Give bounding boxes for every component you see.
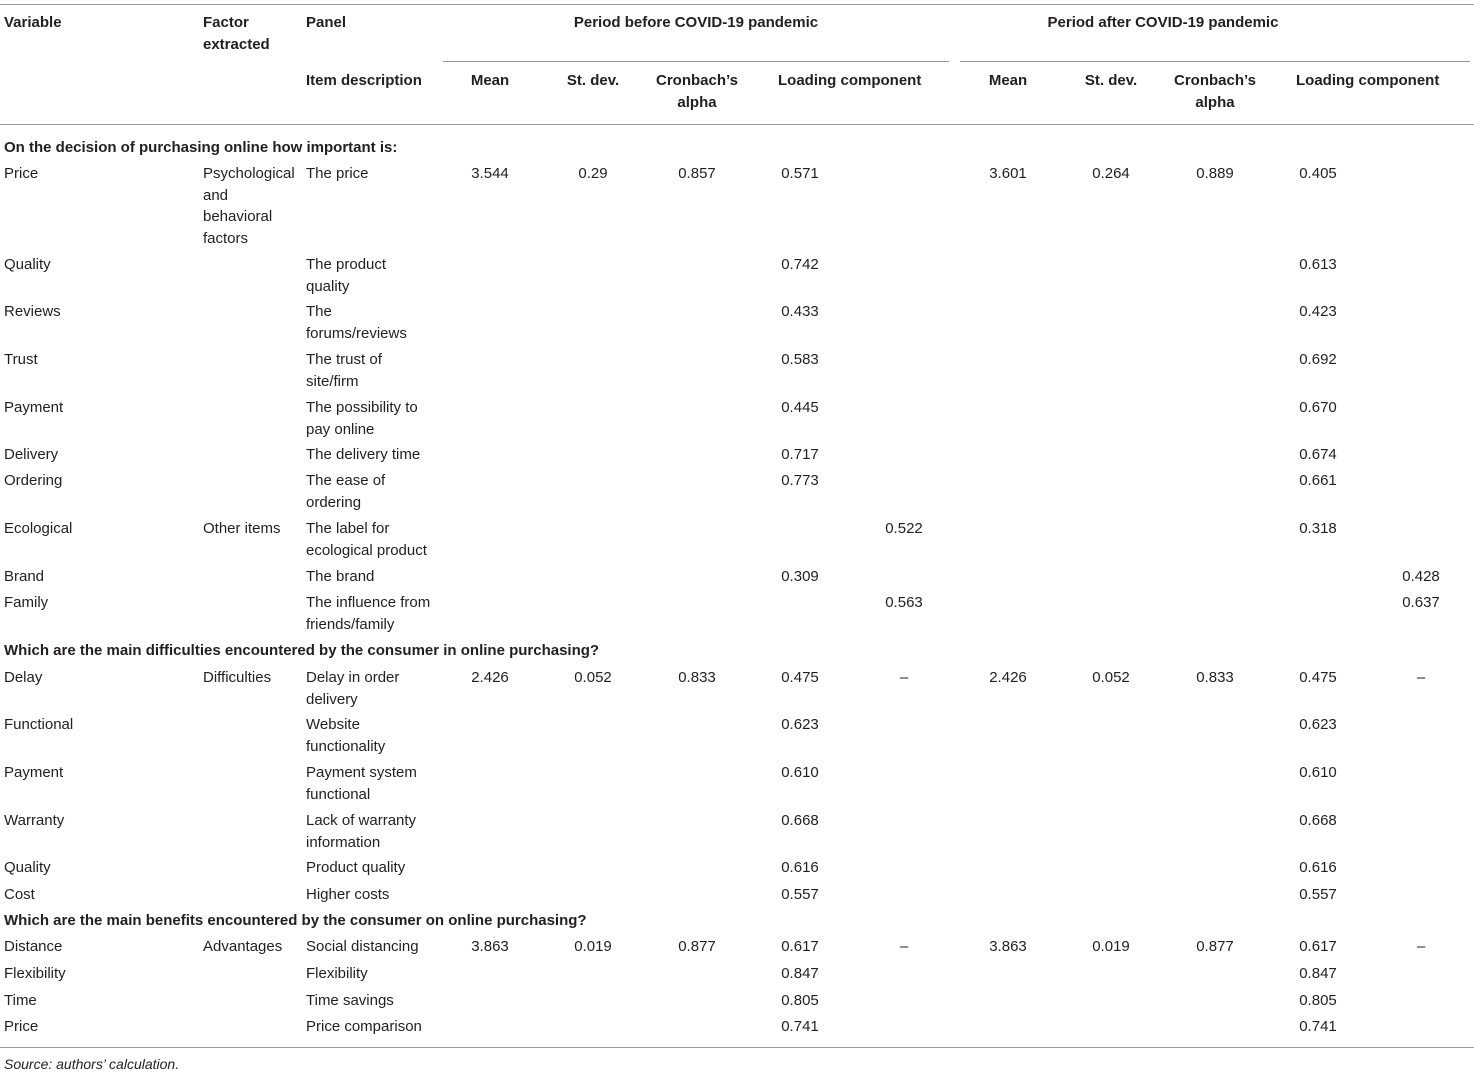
- section-title: Which are the main difficulties encountered by the consumer in online purchasing?: [4, 642, 600, 659]
- before-load2-cell: –: [899, 669, 909, 686]
- before-period-rule: [443, 61, 949, 62]
- after-mean-cell: 3.601: [989, 165, 1027, 182]
- table-bottom-rule: [0, 1047, 1474, 1048]
- before-load1-cell: 0.668: [781, 812, 819, 829]
- before-load1-cell: 0.617: [781, 938, 819, 955]
- item-description-cell: Price comparison: [306, 1018, 422, 1035]
- variable-cell: Delivery: [4, 446, 59, 463]
- item-description-cell: Website: [306, 716, 360, 733]
- header-stdev-before: St. dev.: [566, 72, 620, 89]
- before-load1-cell: 0.616: [781, 859, 819, 876]
- after-load1-cell: 0.610: [1299, 764, 1337, 781]
- header-panel: Panel: [306, 14, 347, 31]
- item-description-cell: ecological product: [306, 541, 427, 559]
- section-title: Which are the main benefits encountered by the consumer on online purchasing?: [4, 912, 587, 929]
- before-load1-cell: 0.309: [781, 568, 819, 585]
- after-stdev-cell: 0.052: [1092, 669, 1130, 686]
- before-load1-cell: 0.475: [781, 669, 819, 686]
- before-mean-cell: 2.426: [471, 669, 509, 686]
- item-description-cell: delivery: [306, 690, 358, 708]
- before-load1-cell: 0.717: [781, 446, 819, 463]
- table-footnote: Source: authors’ calculation.: [4, 1056, 180, 1072]
- variable-cell: Payment: [4, 399, 64, 416]
- variable-cell: Cost: [4, 886, 35, 903]
- before-load1-cell: 0.623: [781, 716, 819, 733]
- variable-cell: Ordering: [4, 472, 63, 489]
- item-description-cell: Lack of warranty: [306, 812, 417, 829]
- variable-cell: Payment: [4, 764, 64, 781]
- before-load1-cell: 0.773: [781, 472, 819, 489]
- before-mean-cell: 3.544: [471, 165, 509, 182]
- item-description-cell: site/firm: [306, 372, 359, 390]
- variable-cell: Price: [4, 1018, 39, 1035]
- item-description-cell: The delivery time: [306, 446, 421, 463]
- item-description-cell: The product: [306, 256, 387, 273]
- item-description-cell: The influence from: [306, 594, 431, 611]
- after-load1-cell: 0.423: [1299, 303, 1337, 320]
- after-alpha-cell: 0.877: [1196, 938, 1234, 955]
- before-load2-cell: 0.522: [885, 520, 923, 537]
- before-load2-cell: –: [899, 938, 909, 955]
- variable-cell: Time: [4, 992, 37, 1009]
- header-alpha-after-line1: Cronbach’s: [1174, 72, 1256, 89]
- item-description-cell: Product quality: [306, 859, 406, 876]
- factor-cell: factors: [203, 229, 249, 247]
- item-description-cell: Payment system: [306, 764, 417, 781]
- header-stdev-after: St. dev.: [1084, 72, 1138, 89]
- item-description-cell: Time savings: [306, 992, 394, 1009]
- before-load1-cell: 0.583: [781, 351, 819, 368]
- before-mean-cell: 3.863: [471, 938, 509, 955]
- item-description-cell: Flexibility: [306, 965, 368, 982]
- after-alpha-cell: 0.833: [1196, 669, 1234, 686]
- before-load1-cell: 0.571: [781, 165, 819, 182]
- variable-cell: Functional: [4, 716, 74, 733]
- factor-cell: Advantages: [203, 938, 283, 955]
- variable-cell: Trust: [4, 351, 38, 368]
- header-loading-before: Loading component: [778, 72, 922, 89]
- item-description-cell: Social distancing: [306, 938, 419, 955]
- item-description-cell: ordering: [306, 493, 362, 511]
- item-description-cell: functionality: [306, 737, 386, 755]
- after-period-rule: [960, 61, 1470, 62]
- before-load1-cell: 0.433: [781, 303, 819, 320]
- after-stdev-cell: 0.019: [1092, 938, 1130, 955]
- header-period-before: Period before COVID-19 pandemic: [573, 14, 819, 31]
- header-item-description: Item description: [306, 72, 422, 89]
- before-load2-cell: 0.563: [885, 594, 923, 611]
- variable-cell: Reviews: [4, 303, 61, 320]
- item-description-cell: information: [306, 833, 381, 851]
- variable-cell: Warranty: [4, 812, 65, 829]
- section-title: On the decision of purchasing online how important is:: [4, 139, 398, 156]
- header-period-after: Period after COVID-19 pandemic: [1047, 14, 1279, 31]
- before-alpha-cell: 0.857: [678, 165, 716, 182]
- item-description-cell: friends/family: [306, 615, 395, 633]
- after-load1-cell: 0.674: [1299, 446, 1337, 463]
- header-bottom-rule: [0, 124, 1474, 125]
- before-load1-cell: 0.741: [781, 1018, 819, 1035]
- header-factor-line2: extracted: [203, 36, 270, 53]
- variable-cell: Family: [4, 594, 49, 611]
- item-description-cell: The label for: [306, 520, 390, 537]
- header-mean-after: Mean: [988, 72, 1028, 89]
- variable-cell: Flexibility: [4, 965, 66, 982]
- before-stdev-cell: 0.052: [574, 669, 612, 686]
- item-description-cell: The trust of: [306, 351, 382, 368]
- item-description-cell: The ease of: [306, 472, 386, 489]
- after-load1-cell: 0.741: [1299, 1018, 1337, 1035]
- factor-cell: behavioral: [203, 208, 273, 225]
- after-load1-cell: 0.623: [1299, 716, 1337, 733]
- after-load2-cell: 0.428: [1402, 568, 1440, 585]
- after-load2-cell: –: [1416, 938, 1426, 955]
- after-load1-cell: 0.670: [1299, 399, 1337, 416]
- variable-cell: Quality: [4, 256, 51, 273]
- factor-cell: Other items: [203, 520, 281, 537]
- after-load2-cell: 0.637: [1402, 594, 1440, 611]
- table-top-rule: [0, 4, 1474, 5]
- after-mean-cell: 2.426: [989, 669, 1027, 686]
- item-description-cell: functional: [306, 785, 371, 803]
- after-load1-cell: 0.318: [1299, 520, 1337, 537]
- before-load1-cell: 0.557: [781, 886, 819, 903]
- item-description-cell: The brand: [306, 568, 375, 585]
- after-load1-cell: 0.616: [1299, 859, 1337, 876]
- item-description-cell: forums/reviews: [306, 324, 407, 342]
- item-description-cell: Higher costs: [306, 886, 390, 903]
- after-load1-cell: 0.692: [1299, 351, 1337, 368]
- before-load1-cell: 0.847: [781, 965, 819, 982]
- after-mean-cell: 3.863: [989, 938, 1027, 955]
- variable-cell: Quality: [4, 859, 51, 876]
- after-stdev-cell: 0.264: [1092, 165, 1130, 182]
- factor-cell: Difficulties: [203, 669, 272, 686]
- item-description-cell: Delay in order: [306, 669, 400, 686]
- item-description-cell: quality: [306, 277, 350, 295]
- before-stdev-cell: 0.019: [574, 938, 612, 955]
- after-load1-cell: 0.661: [1299, 472, 1337, 489]
- before-load1-cell: 0.610: [781, 764, 819, 781]
- variable-cell: Brand: [4, 568, 45, 585]
- before-load1-cell: 0.445: [781, 399, 819, 416]
- header-factor-line1: Factor: [203, 14, 249, 31]
- variable-cell: Distance: [4, 938, 63, 955]
- factor-cell: Psychological: [203, 165, 295, 182]
- variable-cell: Delay: [4, 669, 43, 686]
- after-alpha-cell: 0.889: [1196, 165, 1234, 182]
- before-stdev-cell: 0.29: [578, 165, 608, 182]
- after-load1-cell: 0.617: [1299, 938, 1337, 955]
- header-alpha-before-line2: alpha: [677, 94, 717, 111]
- after-load1-cell: 0.557: [1299, 886, 1337, 903]
- after-load1-cell: 0.475: [1299, 669, 1337, 686]
- variable-cell: Ecological: [4, 520, 73, 537]
- before-alpha-cell: 0.877: [678, 938, 716, 955]
- after-load2-cell: –: [1416, 669, 1426, 686]
- after-load1-cell: 0.613: [1299, 256, 1337, 273]
- before-alpha-cell: 0.833: [678, 669, 716, 686]
- header-loading-after: Loading component: [1296, 72, 1440, 89]
- item-description-cell: pay online: [306, 420, 375, 438]
- variable-cell: Price: [4, 165, 39, 182]
- item-description-cell: The possibility to: [306, 399, 418, 416]
- after-load1-cell: 0.805: [1299, 992, 1337, 1009]
- item-description-cell: The price: [306, 165, 369, 182]
- item-description-cell: The: [306, 303, 332, 320]
- header-alpha-after-line2: alpha: [1195, 94, 1235, 111]
- after-load1-cell: 0.668: [1299, 812, 1337, 829]
- after-load1-cell: 0.405: [1299, 165, 1337, 182]
- factor-cell: and: [203, 186, 229, 204]
- after-load1-cell: 0.847: [1299, 965, 1337, 982]
- header-mean-before: Mean: [470, 72, 510, 89]
- header-alpha-before-line1: Cronbach’s: [656, 72, 738, 89]
- header-variable: Variable: [4, 14, 62, 31]
- before-load1-cell: 0.742: [781, 256, 819, 273]
- before-load1-cell: 0.805: [781, 992, 819, 1009]
